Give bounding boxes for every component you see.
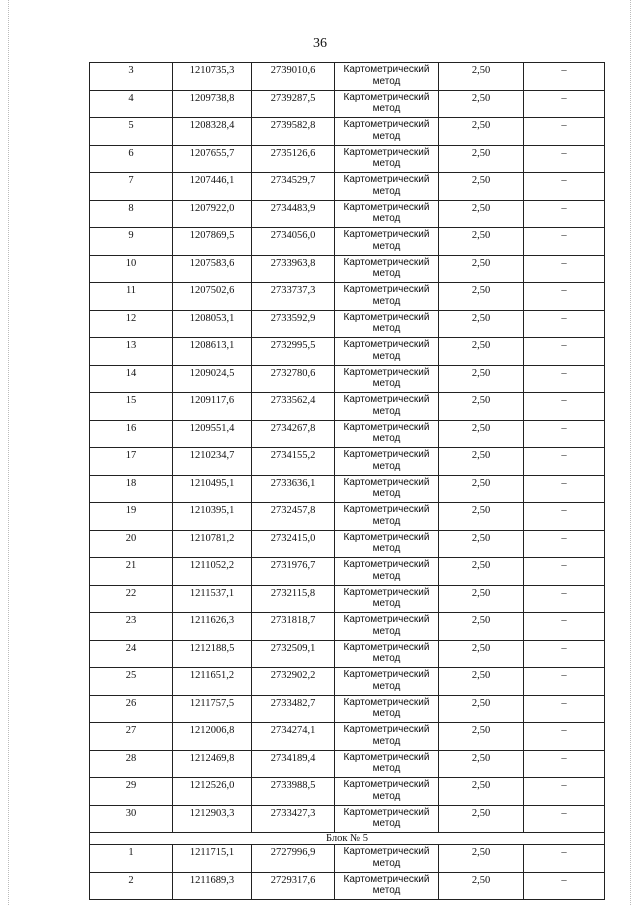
method-line-1: Картометрический	[343, 531, 430, 543]
precision-cell: 2,50	[439, 200, 524, 228]
precision-cell: 2,50	[439, 585, 524, 613]
method-cell	[335, 420, 439, 448]
x-coordinate-cell: 1207869,5	[173, 228, 252, 256]
method-line-2: метод	[372, 378, 401, 389]
method-line-1: Картометрический	[343, 559, 430, 570]
method-cell	[335, 558, 439, 586]
precision-cell: 2,50	[439, 145, 524, 173]
precision-cell: 2,50	[439, 750, 524, 778]
precision-cell: 2,50	[439, 723, 524, 751]
method-line-2: метод	[372, 185, 401, 197]
table-row	[90, 393, 605, 421]
y-coordinate-cell: 2733592,9	[252, 310, 335, 338]
table-row	[90, 338, 605, 366]
y-coordinate-cell: 2733482,7	[252, 695, 335, 723]
dash-cell: –	[524, 90, 605, 118]
precision-cell: 2,50	[439, 365, 524, 393]
point-number-cell: 19	[90, 503, 173, 531]
y-coordinate-cell: 2731976,7	[252, 558, 335, 586]
table-row	[90, 613, 605, 641]
precision-cell: 2,50	[439, 475, 524, 503]
method-cell	[335, 750, 439, 778]
method-line-1: Картометрический	[343, 641, 430, 653]
y-coordinate-cell: 2734267,8	[252, 420, 335, 448]
y-coordinate-cell: 2734529,7	[252, 173, 335, 201]
dash-cell: –	[524, 228, 605, 256]
x-coordinate-cell: 1210495,1	[173, 475, 252, 503]
dash-cell: –	[524, 805, 605, 833]
precision-cell: 2,50	[439, 118, 524, 146]
method-line-1: Картометрический	[343, 724, 430, 735]
x-coordinate-cell: 1211651,2	[173, 668, 252, 696]
y-coordinate-cell: 2727996,9	[252, 845, 335, 873]
table-row	[90, 475, 605, 503]
method-line-1: Картометрический	[343, 806, 430, 818]
table-row	[90, 585, 605, 613]
precision-cell: 2,50	[439, 845, 524, 873]
method-line-2: метод	[372, 488, 401, 499]
method-line-1: Картометрический	[343, 614, 430, 625]
y-coordinate-cell: 2734056,0	[252, 228, 335, 256]
table-row	[90, 668, 605, 696]
y-coordinate-cell: 2732780,6	[252, 365, 335, 393]
precision-cell: 2,50	[439, 668, 524, 696]
y-coordinate-cell: 2739582,8	[252, 118, 335, 146]
dash-cell: –	[524, 613, 605, 641]
y-coordinate-cell: 2732415,0	[252, 530, 335, 558]
dash-cell: –	[524, 118, 605, 146]
point-number-cell: 17	[90, 448, 173, 476]
point-number-cell: 25	[90, 668, 173, 696]
table-row	[90, 778, 605, 806]
scan-edge-right	[630, 0, 631, 905]
precision-cell: 2,50	[439, 640, 524, 668]
x-coordinate-cell: 1211689,3	[173, 872, 252, 900]
dash-cell: –	[524, 338, 605, 366]
method-line-2: метод	[372, 75, 401, 87]
precision-cell: 2,50	[439, 255, 524, 283]
method-line-1: Картометрический	[343, 256, 430, 268]
point-number-cell: 23	[90, 613, 173, 641]
method-line-2: метод	[372, 405, 401, 417]
point-number-cell: 11	[90, 283, 173, 311]
dash-cell: –	[524, 845, 605, 873]
dash-cell: –	[524, 640, 605, 668]
point-number-cell: 21	[90, 558, 173, 586]
table-row	[90, 200, 605, 228]
y-coordinate-cell: 2735126,6	[252, 145, 335, 173]
dash-cell: –	[524, 365, 605, 393]
table-row	[90, 118, 605, 146]
point-number-cell: 6	[90, 145, 173, 173]
dash-cell: –	[524, 173, 605, 201]
method-line-1: Картометрический	[343, 394, 430, 405]
point-number-cell: 26	[90, 695, 173, 723]
dash-cell: –	[524, 145, 605, 173]
precision-cell: 2,50	[439, 530, 524, 558]
point-number-cell: 7	[90, 173, 173, 201]
method-cell	[335, 310, 439, 338]
y-coordinate-cell: 2734274,1	[252, 723, 335, 751]
method-cell	[335, 640, 439, 668]
x-coordinate-cell: 1207922,0	[173, 200, 252, 228]
method-cell	[335, 63, 439, 91]
method-line-2: метод	[372, 735, 401, 747]
point-number-cell: 8	[90, 200, 173, 228]
method-line-1: Картометрический	[343, 311, 430, 323]
method-line-1: Картометрический	[343, 91, 430, 103]
dash-cell: –	[524, 283, 605, 311]
table-row	[90, 558, 605, 586]
dash-cell: –	[524, 200, 605, 228]
x-coordinate-cell: 1212188,5	[173, 640, 252, 668]
method-cell	[335, 778, 439, 806]
method-line-2: метод	[372, 158, 401, 169]
table-row	[90, 750, 605, 778]
x-coordinate-cell: 1207583,6	[173, 255, 252, 283]
dash-cell: –	[524, 778, 605, 806]
method-cell	[335, 228, 439, 256]
point-number-cell: 5	[90, 118, 173, 146]
method-cell	[335, 668, 439, 696]
precision-cell: 2,50	[439, 778, 524, 806]
method-line-1: Картометрический	[343, 339, 430, 350]
block-header-row	[90, 833, 605, 845]
method-cell	[335, 872, 439, 900]
x-coordinate-cell: 1207655,7	[173, 145, 252, 173]
method-line-1: Картометрический	[343, 421, 430, 433]
method-cell	[335, 283, 439, 311]
point-number-cell: 1	[90, 845, 173, 873]
scan-edge-left	[8, 0, 9, 905]
precision-cell: 2,50	[439, 310, 524, 338]
dash-cell: –	[524, 585, 605, 613]
x-coordinate-cell: 1212903,3	[173, 805, 252, 833]
x-coordinate-cell: 1210735,3	[173, 63, 252, 91]
method-line-2: метод	[372, 103, 401, 114]
x-coordinate-cell: 1209551,4	[173, 420, 252, 448]
method-line-1: Картометрический	[343, 449, 430, 460]
method-line-1: Картометрический	[343, 504, 430, 515]
point-number-cell: 22	[90, 585, 173, 613]
method-line-1: Картометрический	[343, 119, 430, 130]
precision-cell: 2,50	[439, 872, 524, 900]
point-number-cell: 4	[90, 90, 173, 118]
precision-cell: 2,50	[439, 393, 524, 421]
method-cell	[335, 448, 439, 476]
method-cell	[335, 503, 439, 531]
x-coordinate-cell: 1207446,1	[173, 173, 252, 201]
table-row	[90, 695, 605, 723]
method-cell	[335, 365, 439, 393]
method-line-1: Картометрический	[343, 586, 430, 598]
y-coordinate-cell: 2733963,8	[252, 255, 335, 283]
dash-cell: –	[524, 668, 605, 696]
table-row	[90, 530, 605, 558]
table-row	[90, 63, 605, 91]
dash-cell: –	[524, 503, 605, 531]
method-line-2: метод	[372, 708, 401, 719]
y-coordinate-cell: 2731818,7	[252, 613, 335, 641]
method-line-1: Картометрический	[343, 284, 430, 295]
method-line-2: метод	[372, 885, 401, 896]
method-cell	[335, 585, 439, 613]
table-row	[90, 255, 605, 283]
x-coordinate-cell: 1212006,8	[173, 723, 252, 751]
table-row	[90, 503, 605, 531]
y-coordinate-cell: 2733562,4	[252, 393, 335, 421]
dash-cell: –	[524, 255, 605, 283]
block-label: Блок № 5	[90, 833, 605, 845]
y-coordinate-cell: 2734483,9	[252, 200, 335, 228]
x-coordinate-cell: 1211537,1	[173, 585, 252, 613]
x-coordinate-cell: 1212469,8	[173, 750, 252, 778]
y-coordinate-cell: 2732457,8	[252, 503, 335, 531]
method-line-2: метод	[372, 323, 401, 334]
precision-cell: 2,50	[439, 558, 524, 586]
point-number-cell: 10	[90, 255, 173, 283]
y-coordinate-cell: 2733988,5	[252, 778, 335, 806]
method-line-1: Картометрический	[343, 201, 430, 213]
y-coordinate-cell: 2732115,8	[252, 585, 335, 613]
table-row	[90, 228, 605, 256]
point-number-cell: 18	[90, 475, 173, 503]
x-coordinate-cell: 1208328,4	[173, 118, 252, 146]
method-line-2: метод	[372, 295, 401, 307]
method-line-2: метод	[372, 130, 401, 142]
precision-cell: 2,50	[439, 420, 524, 448]
table-row	[90, 145, 605, 173]
method-line-2: метод	[372, 625, 401, 637]
y-coordinate-cell: 2739287,5	[252, 90, 335, 118]
point-number-cell: 24	[90, 640, 173, 668]
precision-cell: 2,50	[439, 448, 524, 476]
precision-cell: 2,50	[439, 63, 524, 91]
point-number-cell: 12	[90, 310, 173, 338]
method-cell	[335, 118, 439, 146]
method-line-2: метод	[372, 818, 401, 829]
point-number-cell: 16	[90, 420, 173, 448]
y-coordinate-cell: 2733636,1	[252, 475, 335, 503]
x-coordinate-cell: 1210781,2	[173, 530, 252, 558]
precision-cell: 2,50	[439, 228, 524, 256]
method-line-1: Картометрический	[343, 696, 430, 708]
y-coordinate-cell: 2732995,5	[252, 338, 335, 366]
method-cell	[335, 530, 439, 558]
method-line-2: метод	[372, 213, 401, 224]
method-line-1: Картометрический	[343, 779, 430, 790]
x-coordinate-cell: 1208053,1	[173, 310, 252, 338]
method-cell	[335, 338, 439, 366]
precision-cell: 2,50	[439, 695, 524, 723]
method-line-2: метод	[372, 460, 401, 472]
dash-cell: –	[524, 475, 605, 503]
point-number-cell: 20	[90, 530, 173, 558]
method-line-1: Картометрический	[343, 64, 430, 75]
x-coordinate-cell: 1209738,8	[173, 90, 252, 118]
y-coordinate-cell: 2733737,3	[252, 283, 335, 311]
method-line-2: метод	[372, 857, 401, 869]
method-line-1: Картометрический	[343, 751, 430, 763]
point-number-cell: 28	[90, 750, 173, 778]
table-row	[90, 805, 605, 833]
dash-cell: –	[524, 750, 605, 778]
method-line-2: метод	[372, 433, 401, 444]
table-row	[90, 365, 605, 393]
method-cell	[335, 90, 439, 118]
x-coordinate-cell: 1211715,1	[173, 845, 252, 873]
dash-cell: –	[524, 63, 605, 91]
method-line-2: метод	[372, 790, 401, 802]
method-line-2: метод	[372, 543, 401, 554]
table-row	[90, 845, 605, 873]
dash-cell: –	[524, 558, 605, 586]
method-line-2: метод	[372, 653, 401, 664]
x-coordinate-cell: 1209024,5	[173, 365, 252, 393]
method-cell	[335, 173, 439, 201]
point-number-cell: 27	[90, 723, 173, 751]
method-cell	[335, 723, 439, 751]
x-coordinate-cell: 1210395,1	[173, 503, 252, 531]
method-line-1: Картометрический	[343, 476, 430, 488]
coordinates-table	[89, 62, 605, 900]
method-line-2: метод	[372, 680, 401, 692]
page-number: 36	[313, 36, 327, 51]
y-coordinate-cell: 2734189,4	[252, 750, 335, 778]
precision-cell: 2,50	[439, 283, 524, 311]
dash-cell: –	[524, 530, 605, 558]
point-number-cell: 30	[90, 805, 173, 833]
table-row	[90, 420, 605, 448]
method-line-1: Картометрический	[343, 669, 430, 680]
method-cell	[335, 393, 439, 421]
table-row	[90, 90, 605, 118]
method-line-2: метод	[372, 515, 401, 527]
point-number-cell: 15	[90, 393, 173, 421]
table-row	[90, 283, 605, 311]
y-coordinate-cell: 2729317,6	[252, 872, 335, 900]
method-line-2: метод	[372, 763, 401, 774]
point-number-cell: 13	[90, 338, 173, 366]
method-line-2: метод	[372, 240, 401, 252]
method-cell	[335, 845, 439, 873]
dash-cell: –	[524, 872, 605, 900]
method-cell	[335, 255, 439, 283]
table-row	[90, 310, 605, 338]
coordinates-table-body	[90, 63, 605, 900]
method-line-1: Картометрический	[343, 366, 430, 378]
table-row	[90, 173, 605, 201]
precision-cell: 2,50	[439, 613, 524, 641]
method-cell	[335, 145, 439, 173]
method-cell	[335, 805, 439, 833]
method-line-1: Картометрический	[343, 873, 430, 885]
method-line-1: Картометрический	[343, 846, 430, 857]
method-line-2: метод	[372, 350, 401, 362]
x-coordinate-cell: 1211757,5	[173, 695, 252, 723]
x-coordinate-cell: 1210234,7	[173, 448, 252, 476]
dash-cell: –	[524, 448, 605, 476]
method-cell	[335, 695, 439, 723]
point-number-cell: 14	[90, 365, 173, 393]
method-line-2: метод	[372, 570, 401, 582]
y-coordinate-cell: 2733427,3	[252, 805, 335, 833]
dash-cell: –	[524, 695, 605, 723]
method-line-1: Картометрический	[343, 146, 430, 158]
precision-cell: 2,50	[439, 503, 524, 531]
table-row	[90, 872, 605, 900]
y-coordinate-cell: 2732509,1	[252, 640, 335, 668]
dash-cell: –	[524, 393, 605, 421]
dash-cell: –	[524, 420, 605, 448]
method-line-1: Картометрический	[343, 174, 430, 185]
point-number-cell: 3	[90, 63, 173, 91]
x-coordinate-cell: 1211052,2	[173, 558, 252, 586]
method-cell	[335, 475, 439, 503]
method-line-1: Картометрический	[343, 229, 430, 240]
table-row	[90, 723, 605, 751]
method-line-2: метод	[372, 268, 401, 279]
x-coordinate-cell: 1207502,6	[173, 283, 252, 311]
x-coordinate-cell: 1211626,3	[173, 613, 252, 641]
y-coordinate-cell: 2739010,6	[252, 63, 335, 91]
x-coordinate-cell: 1209117,6	[173, 393, 252, 421]
table-row	[90, 448, 605, 476]
precision-cell: 2,50	[439, 338, 524, 366]
precision-cell: 2,50	[439, 90, 524, 118]
y-coordinate-cell: 2732902,2	[252, 668, 335, 696]
x-coordinate-cell: 1212526,0	[173, 778, 252, 806]
x-coordinate-cell: 1208613,1	[173, 338, 252, 366]
method-cell	[335, 200, 439, 228]
y-coordinate-cell: 2734155,2	[252, 448, 335, 476]
point-number-cell: 29	[90, 778, 173, 806]
point-number-cell: 9	[90, 228, 173, 256]
method-line-2: метод	[372, 598, 401, 609]
precision-cell: 2,50	[439, 173, 524, 201]
dash-cell: –	[524, 723, 605, 751]
dash-cell: –	[524, 310, 605, 338]
table-row	[90, 640, 605, 668]
precision-cell: 2,50	[439, 805, 524, 833]
point-number-cell: 2	[90, 872, 173, 900]
method-cell	[335, 613, 439, 641]
